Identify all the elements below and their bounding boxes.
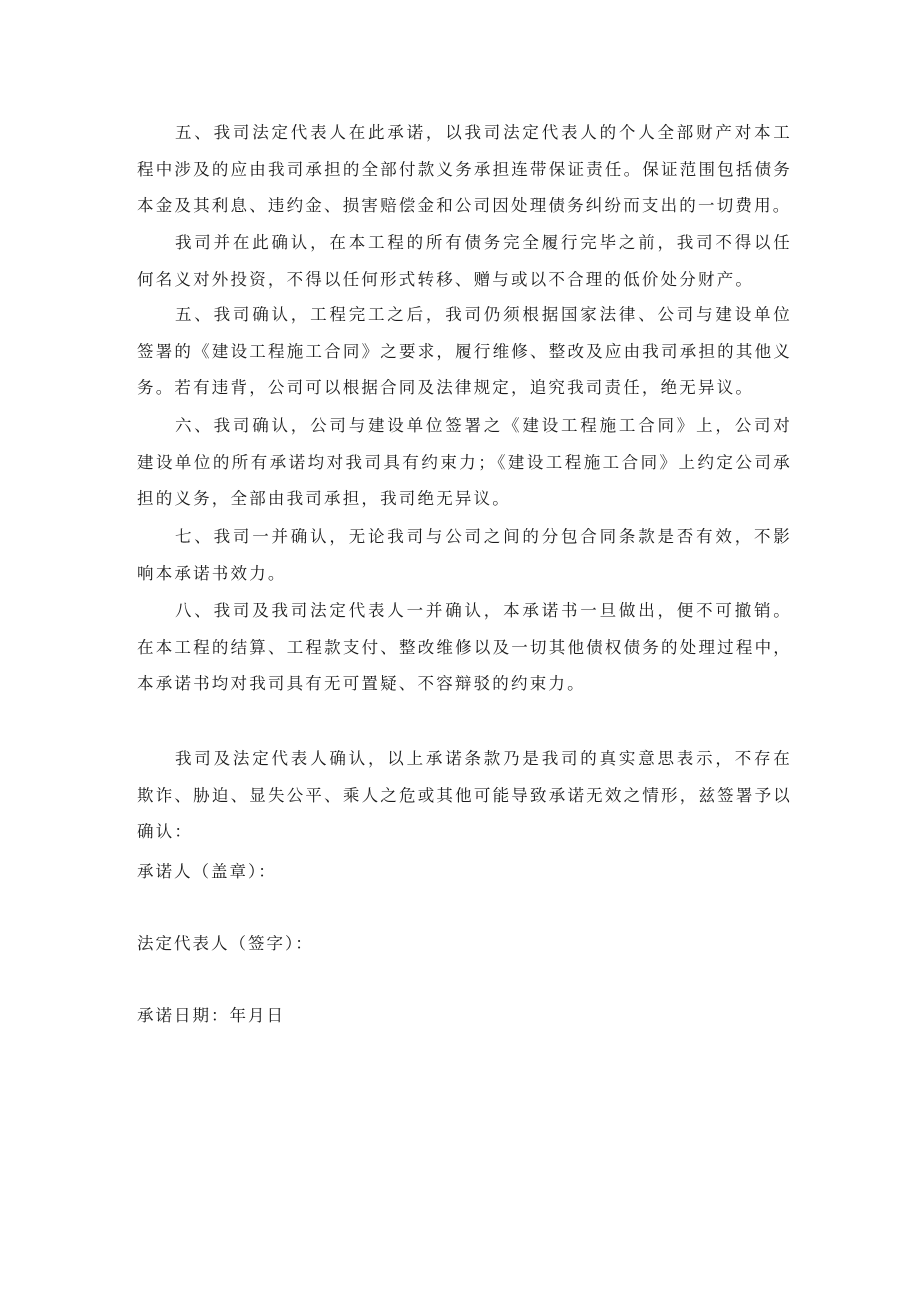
paragraph-clause-5-post-completion: 五、我司确认，工程完工之后，我司仍须根据国家法律、公司与建设单位签署的《建设工程施工合同》之要求，履行维修、整改及应由我司承担的其他义务。若有违背，公司可以根据合同及法律规定，追究我司责任，绝无异议。 <box>137 305 792 397</box>
legal-rep-signature-line: 法定代表人（签字）： <box>137 934 314 953</box>
paragraph-clause-8-irrevocable: 八、我司及我司法定代表人一并确认，本承诺书一旦做出，便不可撤销。在本工程的结算、工程款支付、整改维修以及一切其他债权债务的处理过程中，本承诺书均对我司具有无可置疑、不容辩驳的约束力。 <box>137 601 792 693</box>
paragraph-clause-5-guarantee: 五、我司法定代表人在此承诺，以我司法定代表人的个人全部财产对本工程中涉及的应由我司承担的全部付款义务承担连带保证责任。保证范围包括债务本金及其利息、违约金、损害赔偿金和公司因处理债务纠纷而支出的一切费用。 <box>137 123 792 215</box>
paragraph-asset-restriction: 我司并在此确认，在本工程的所有债务完全履行完毕之前，我司不得以任何名义对外投资，不得以任何形式转移、赠与或以不合理的低价处分财产。 <box>137 233 792 289</box>
promisor-seal-line: 承诺人（盖章）： <box>137 862 277 881</box>
paragraph-clause-6-contract-binding: 六、我司确认，公司与建设单位签署之《建设工程施工合同》上，公司对建设单位的所有承诺均对我司具有约束力；《建设工程施工合同》上约定公司承担的义务，全部由我司承担，我司绝无异议。 <box>137 416 792 508</box>
promise-date-line: 承诺日期：年月日 <box>137 1006 285 1025</box>
paragraph-confirmation: 我司及法定代表人确认，以上承诺条款乃是我司的真实意思表示，不存在欺诈、胁迫、显失公平、乘人之危或其他可能导致承诺无效之情形，兹签署予以确认： <box>137 749 792 841</box>
paragraph-clause-7-validity: 七、我司一并确认，无论我司与公司之间的分包合同条款是否有效，不影响本承诺书效力。 <box>137 527 792 583</box>
